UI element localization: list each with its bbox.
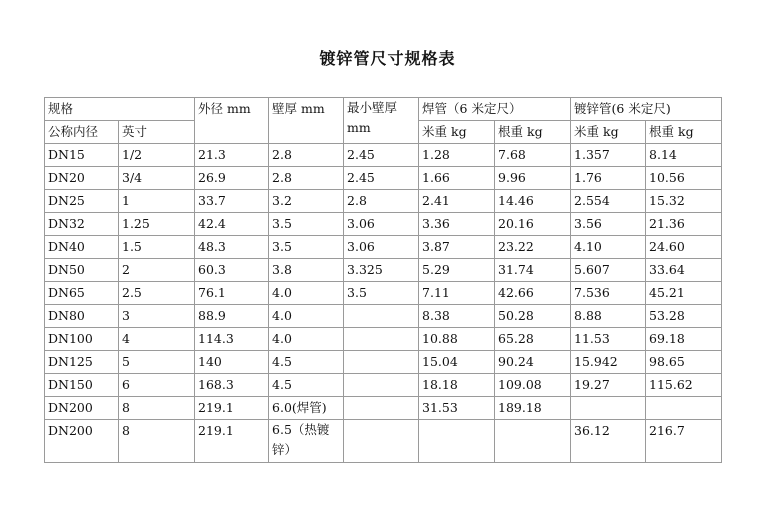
- cell-outer-diameter: 168.3: [195, 374, 269, 397]
- header-galv-weight-per-meter: 米重 kg: [571, 121, 646, 144]
- cell-inch: 1/2: [119, 144, 195, 167]
- table-row: [45, 351, 722, 374]
- cell-min-wall: [344, 305, 419, 328]
- cell-min-wall: 2.45: [344, 144, 419, 167]
- cell-welded-weight-per-meter: 3.87: [419, 236, 495, 259]
- header-galvanized-pipe: 镀锌管(6 米定尺): [571, 98, 722, 121]
- cell-nominal-diameter: DN40: [45, 236, 119, 259]
- header-inch: 英寸: [119, 121, 195, 144]
- cell-galv-weight-per-piece: 8.14: [646, 144, 722, 167]
- cell-min-wall: [344, 328, 419, 351]
- cell-galv-weight-per-piece: 45.21: [646, 282, 722, 305]
- cell-min-wall: 3.5: [344, 282, 419, 305]
- header-galv-weight-per-piece: 根重 kg: [646, 121, 722, 144]
- cell-galv-weight-per-piece: 53.28: [646, 305, 722, 328]
- cell-nominal-diameter: DN150: [45, 374, 119, 397]
- cell-outer-diameter: 33.7: [195, 190, 269, 213]
- cell-galv-weight-per-meter: 2.554: [571, 190, 646, 213]
- cell-outer-diameter: 21.3: [195, 144, 269, 167]
- cell-welded-weight-per-meter: 18.18: [419, 374, 495, 397]
- cell-nominal-diameter: DN100: [45, 328, 119, 351]
- cell-welded-weight-per-meter: 1.66: [419, 167, 495, 190]
- cell-welded-weight-per-piece: 109.08: [495, 374, 571, 397]
- cell-outer-diameter: 219.1: [195, 420, 269, 463]
- cell-outer-diameter: 114.3: [195, 328, 269, 351]
- cell-galv-weight-per-piece: 33.64: [646, 259, 722, 282]
- cell-welded-weight-per-piece: 20.16: [495, 213, 571, 236]
- table-row: [45, 305, 722, 328]
- table-row: [45, 420, 722, 463]
- header-wall-thickness: 壁厚 mm: [269, 98, 344, 144]
- cell-wall-thickness: 6.0(焊管): [269, 397, 344, 420]
- cell-inch: 4: [119, 328, 195, 351]
- cell-welded-weight-per-piece: 7.68: [495, 144, 571, 167]
- cell-inch: 2.5: [119, 282, 195, 305]
- cell-welded-weight-per-meter: 7.11: [419, 282, 495, 305]
- cell-galv-weight-per-meter: 5.607: [571, 259, 646, 282]
- header-min-wall: 最小壁厚 mm: [344, 98, 419, 144]
- cell-welded-weight-per-meter: 2.41: [419, 190, 495, 213]
- cell-welded-weight-per-piece: 14.46: [495, 190, 571, 213]
- cell-outer-diameter: 219.1: [195, 397, 269, 420]
- cell-galv-weight-per-meter: 7.536: [571, 282, 646, 305]
- cell-outer-diameter: 42.4: [195, 213, 269, 236]
- cell-welded-weight-per-meter: 31.53: [419, 397, 495, 420]
- cell-wall-thickness: 4.0: [269, 305, 344, 328]
- header-row-1: [45, 98, 722, 121]
- cell-galv-weight-per-piece: 24.60: [646, 236, 722, 259]
- header-welded-weight-per-meter: 米重 kg: [419, 121, 495, 144]
- table-row: [45, 259, 722, 282]
- document-title: 镀锌管尺寸规格表: [319, 49, 456, 68]
- cell-galv-weight-per-meter: 11.53: [571, 328, 646, 351]
- cell-galv-weight-per-piece: 216.7: [646, 420, 722, 463]
- cell-wall-thickness: 2.8: [269, 144, 344, 167]
- cell-welded-weight-per-piece: 65.28: [495, 328, 571, 351]
- cell-galv-weight-per-meter: 1.357: [571, 144, 646, 167]
- cell-wall-thickness: 4.5: [269, 374, 344, 397]
- cell-welded-weight-per-meter: 1.28: [419, 144, 495, 167]
- cell-welded-weight-per-piece: 90.24: [495, 351, 571, 374]
- cell-inch: 1.25: [119, 213, 195, 236]
- table-row: [45, 236, 722, 259]
- cell-wall-thickness: 4.0: [269, 328, 344, 351]
- cell-wall-thickness: 3.2: [269, 190, 344, 213]
- cell-wall-thickness: 4.5: [269, 351, 344, 374]
- cell-min-wall: 3.06: [344, 236, 419, 259]
- cell-inch: 5: [119, 351, 195, 374]
- cell-welded-weight-per-piece: 23.22: [495, 236, 571, 259]
- cell-inch: 8: [119, 420, 195, 463]
- cell-min-wall: 2.45: [344, 167, 419, 190]
- cell-wall-thickness: 2.8: [269, 167, 344, 190]
- cell-galv-weight-per-meter: 15.942: [571, 351, 646, 374]
- cell-min-wall: 3.06: [344, 213, 419, 236]
- cell-wall-thickness: 4.0: [269, 282, 344, 305]
- cell-welded-weight-per-piece: 189.18: [495, 397, 571, 420]
- cell-galv-weight-per-meter: 36.12: [571, 420, 646, 463]
- header-nominal-diameter: 公称内径: [45, 121, 119, 144]
- cell-inch: 3: [119, 305, 195, 328]
- header-spec: 规格: [45, 98, 195, 121]
- cell-welded-weight-per-meter: [419, 420, 495, 463]
- cell-galv-weight-per-piece: [646, 397, 722, 420]
- cell-galv-weight-per-piece: 15.32: [646, 190, 722, 213]
- cell-nominal-diameter: DN25: [45, 190, 119, 213]
- cell-galv-weight-per-meter: 4.10: [571, 236, 646, 259]
- table-row: [45, 397, 722, 420]
- cell-nominal-diameter: DN15: [45, 144, 119, 167]
- cell-galv-weight-per-piece: 98.65: [646, 351, 722, 374]
- cell-wall-thickness: 6.5（热镀锌）: [269, 420, 344, 463]
- cell-welded-weight-per-meter: 8.38: [419, 305, 495, 328]
- cell-inch: 3/4: [119, 167, 195, 190]
- cell-welded-weight-per-piece: [495, 420, 571, 463]
- cell-nominal-diameter: DN80: [45, 305, 119, 328]
- pipe-spec-table: [44, 97, 722, 463]
- cell-wall-thickness: 3.5: [269, 213, 344, 236]
- cell-min-wall: [344, 374, 419, 397]
- table-row: [45, 282, 722, 305]
- cell-galv-weight-per-piece: 21.36: [646, 213, 722, 236]
- cell-galv-weight-per-meter: 8.88: [571, 305, 646, 328]
- table-row: [45, 144, 722, 167]
- cell-welded-weight-per-meter: 3.36: [419, 213, 495, 236]
- cell-galv-weight-per-piece: 115.62: [646, 374, 722, 397]
- cell-inch: 8: [119, 397, 195, 420]
- table-row: [45, 374, 722, 397]
- table-row: [45, 190, 722, 213]
- table-row: [45, 213, 722, 236]
- cell-wall-thickness: 3.8: [269, 259, 344, 282]
- header-welded-weight-per-piece: 根重 kg: [495, 121, 571, 144]
- cell-nominal-diameter: DN200: [45, 397, 119, 420]
- cell-outer-diameter: 26.9: [195, 167, 269, 190]
- header-welded-pipe: 焊管（6 米定尺）: [419, 98, 571, 121]
- cell-wall-thickness: 3.5: [269, 236, 344, 259]
- cell-nominal-diameter: DN200: [45, 420, 119, 463]
- cell-galv-weight-per-piece: 69.18: [646, 328, 722, 351]
- table-row: [45, 328, 722, 351]
- cell-min-wall: [344, 420, 419, 463]
- table-row: [45, 167, 722, 190]
- cell-inch: 1: [119, 190, 195, 213]
- cell-welded-weight-per-piece: 9.96: [495, 167, 571, 190]
- cell-welded-weight-per-piece: 31.74: [495, 259, 571, 282]
- cell-inch: 6: [119, 374, 195, 397]
- cell-inch: 2: [119, 259, 195, 282]
- cell-outer-diameter: 140: [195, 351, 269, 374]
- cell-nominal-diameter: DN50: [45, 259, 119, 282]
- cell-nominal-diameter: DN125: [45, 351, 119, 374]
- cell-galv-weight-per-meter: [571, 397, 646, 420]
- cell-galv-weight-per-piece: 10.56: [646, 167, 722, 190]
- cell-min-wall: [344, 397, 419, 420]
- cell-inch: 1.5: [119, 236, 195, 259]
- cell-min-wall: [344, 351, 419, 374]
- cell-galv-weight-per-meter: 19.27: [571, 374, 646, 397]
- cell-galv-weight-per-meter: 3.56: [571, 213, 646, 236]
- cell-welded-weight-per-meter: 10.88: [419, 328, 495, 351]
- cell-welded-weight-per-piece: 50.28: [495, 305, 571, 328]
- cell-min-wall: 2.8: [344, 190, 419, 213]
- cell-nominal-diameter: DN32: [45, 213, 119, 236]
- cell-outer-diameter: 48.3: [195, 236, 269, 259]
- cell-welded-weight-per-meter: 5.29: [419, 259, 495, 282]
- cell-welded-weight-per-piece: 42.66: [495, 282, 571, 305]
- cell-min-wall: 3.325: [344, 259, 419, 282]
- cell-nominal-diameter: DN65: [45, 282, 119, 305]
- header-outer-diameter: 外径 mm: [195, 98, 269, 144]
- cell-outer-diameter: 76.1: [195, 282, 269, 305]
- cell-welded-weight-per-meter: 15.04: [419, 351, 495, 374]
- cell-galv-weight-per-meter: 1.76: [571, 167, 646, 190]
- cell-outer-diameter: 88.9: [195, 305, 269, 328]
- cell-outer-diameter: 60.3: [195, 259, 269, 282]
- cell-nominal-diameter: DN20: [45, 167, 119, 190]
